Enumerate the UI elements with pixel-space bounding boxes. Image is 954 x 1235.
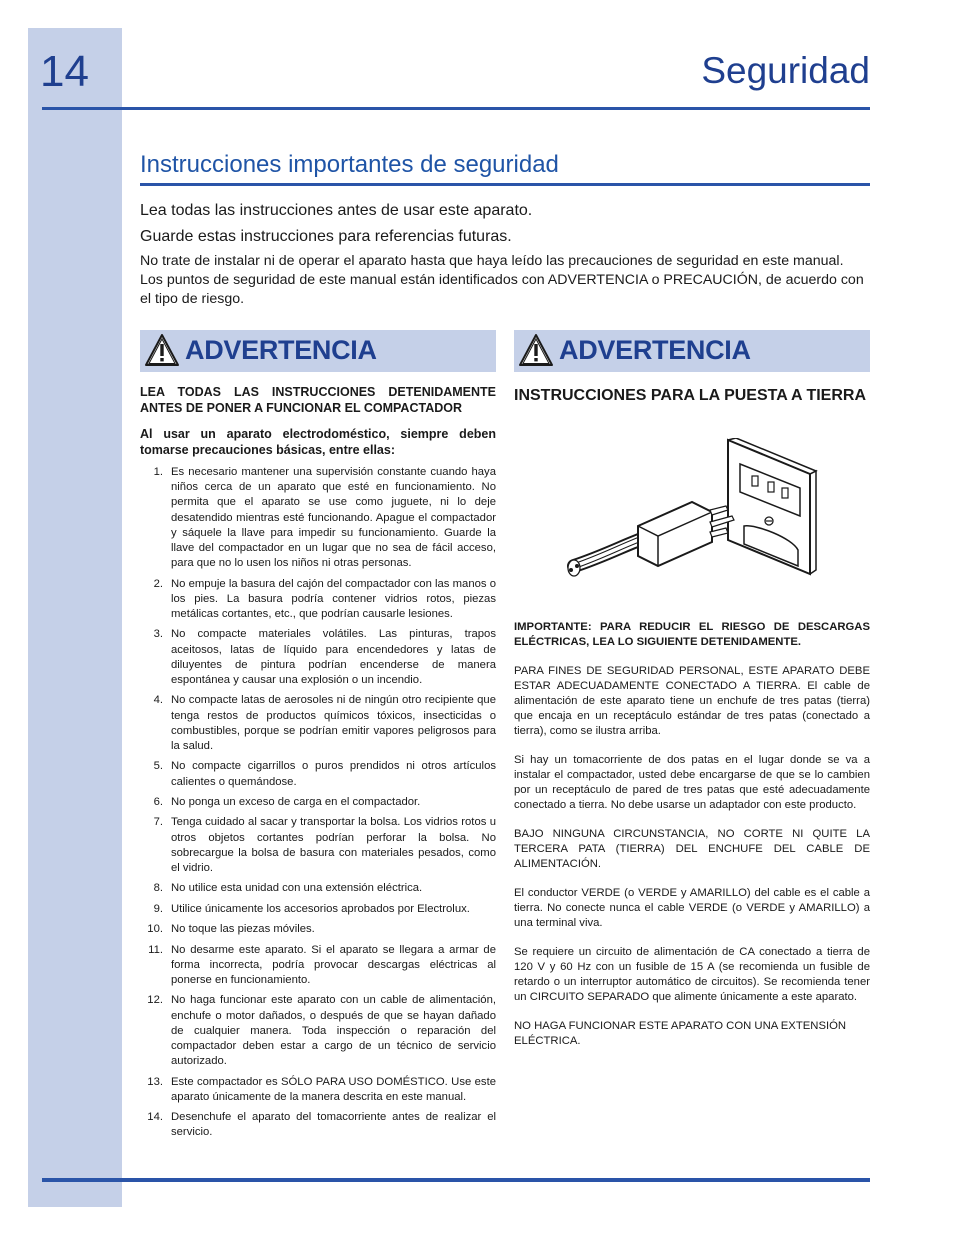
warning-triangle-icon [144, 333, 180, 367]
section-title: Instrucciones importantes de seguridad [140, 151, 559, 178]
important-notice: IMPORTANTE: PARA REDUCIR EL RIESGO DE DESCARGAS ELÉCTRICAS, LEA LO SIGUIENTE DETENIDAMENTE. [514, 621, 870, 648]
section-divider [140, 183, 870, 186]
list-item: 14. Desenchufe el aparato del tomacorriente antes de realizar el servicio. [147, 1111, 496, 1139]
grounding-paragraph: Si hay un tomacorriente de dos patas en el lugar donde se va a instalar el compactador, usted debe encargarse de que se lo cambien por un receptáculo de pared de tres patas que esté adecuadamente conectado a tierra. No debe usarse un adaptador con este producto. [514, 754, 870, 811]
page-number: 14 [40, 47, 89, 96]
list-item: 10. No toque las piezas móviles. [147, 923, 315, 936]
grounding-paragraph: PARA FINES DE SEGURIDAD PERSONAL, ESTE APARATO DEBE ESTAR ADECUADAMENTE CONECTADO A TIERRA. El cable de alimentación de este aparato tiene un enchufe de tres patas (tierra) que encaja en un receptáculo estándar de tres patas (conectado a tierra), como se ilustra arriba. [514, 665, 870, 737]
warning-triangle-icon [518, 333, 554, 367]
list-item: 3. No compacte materiales volátiles. Las pinturas, trapos aceitosos, latas de líquido para encendedores y latas de diluyentes de pintura podrían encenderse de manera espontánea y causar una explosión o un incendio. [153, 628, 496, 687]
list-item: 11. No desarme este aparato. Si el aparato se llegara a armar de forma incorrecta, podría provocar descargas eléctricas al ponerse en funcionamiento. [148, 943, 496, 986]
top-divider [42, 107, 870, 110]
intro-paragraph: No trate de instalar ni de operar el aparato hasta que haya leído las precauciones de seguridad en este manual. Los puntos de seguridad de este manual están identificados con ADVERTENCIA o PRECAUCIÓN, de acuerdo con el tipo de riesgo. [140, 253, 864, 307]
warning-banner-left [140, 330, 496, 372]
list-item: 5. No compacte cigarrillos o puros prendidos ni otros artículos calientes o quemándose. [153, 760, 496, 788]
list-item: 1. Es necesario mantener una supervisión constante cuando haya niños cerca de un aparato que esté en funcionamiento. No permita que el aparato se use como juguete, ni lo deje desatendido mientras esté funcionando. Apague el compactador y sáquele la llave para impedir su funcionamiento. Guarde la llave del compactador en un lugar que no sea de fácil acceso, para que no lo usen los niños ni otras personas. [153, 466, 496, 570]
side-band [28, 28, 122, 1207]
list-item: 9. Utilice únicamente los accesorios aprobados por Electrolux. [153, 902, 470, 915]
list-item: 13. Este compactador es SÓLO PARA USO DOMÉSTICO. Use este aparato únicamente de la manera descrita en este manual. [147, 1075, 496, 1103]
page-title: Seguridad [701, 50, 870, 91]
list-item: 6. No ponga un exceso de carga en el compactador. [153, 796, 421, 808]
grounding-paragraph: BAJO NINGUNA CIRCUNSTANCIA, NO CORTE NI QUITE LA TERCERA PATA (TIERRA) DEL ENCHUFE DEL CABLE DE ALIMENTACIÓN. [514, 828, 870, 870]
list-item: 4. No compacte latas de aerosoles ni de ningún otro recipiente que tenga restos de productos químicos tóxicos, insecticidas o combustibles, porque se podrían emitir vapores peligrosos para la salud. [153, 694, 496, 753]
grounding-paragraph: NO HAGA FUNCIONAR ESTE APARATO CON UNA EXTENSIÓN ELÉCTRICA. [514, 1020, 847, 1047]
grounding-paragraph: Se requiere un circuito de alimentación de CA conectado a tierra de 120 V y 60 Hz con un fusible de 15 A (se recomienda un fusible de retardo o un interruptor automático de circuitos). Se recomienda tener un CIRCUITO SEPARADO que alimente únicamente a este aparato. [514, 946, 870, 1003]
grounding-paragraph: El conductor VERDE (o VERDE y AMARILLO) del cable es el cable a tierra. No conecte nunca el cable VERDE (o VERDE y AMARILLO) a una terminal viva. [514, 887, 870, 929]
list-item: 8. No utilice esta unidad con una extensión eléctrica. [153, 882, 423, 895]
bottom-divider [42, 1178, 870, 1182]
grounding-instructions-column [514, 384, 870, 1047]
list-item: 2. No empuje la basura del cajón del compactador con las manos o los pies. La basura podría contener vidrios rotos, piezas metálicas cortantes, etc., que podrían causarle lesiones. [153, 577, 496, 621]
intro-line-2: Guarde estas instrucciones para referencias futuras. [140, 228, 512, 245]
precautions-list [140, 465, 496, 1141]
list-item: 12. No haga funcionar este aparato con un cable de alimentación, enchufe o motor dañados, o después de que se hayan dañado de cualquier manera. Toda inspección o reparación del compactador deben estar a cargo de un técnico de servicio autorizado. [147, 994, 496, 1068]
precautions-intro: Al usar un aparato electrodoméstico, siempre deben tomarse precauciones básicas, entre ellas: [140, 427, 496, 457]
grounding-title: INSTRUCCIONES PARA LA PUESTA A TIERRA [514, 387, 867, 404]
safety-instructions-column [140, 384, 496, 1146]
grounded-plug-outlet-illustration [560, 438, 820, 590]
warning-label: ADVERTENCIA [559, 335, 751, 365]
read-instructions-heading: LEA TODAS LAS INSTRUCCIONES DETENIDAMENTE ANTES DE PONER A FUNCIONAR EL COMPACTADOR [140, 385, 496, 415]
intro-line-1: Lea todas las instrucciones antes de usar este aparato. [140, 202, 533, 219]
grounding-text [514, 620, 870, 1049]
warning-banner-right [514, 330, 870, 372]
warning-label: ADVERTENCIA [185, 335, 377, 365]
list-item: 7. Tenga cuidado al sacar y transportar la bolsa. Los vidrios rotos u otros objetos cortantes podrían perforar la bolsa. No sobrecargue la bolsa de basura con materiales pesados, como el vidrio. [153, 816, 496, 874]
